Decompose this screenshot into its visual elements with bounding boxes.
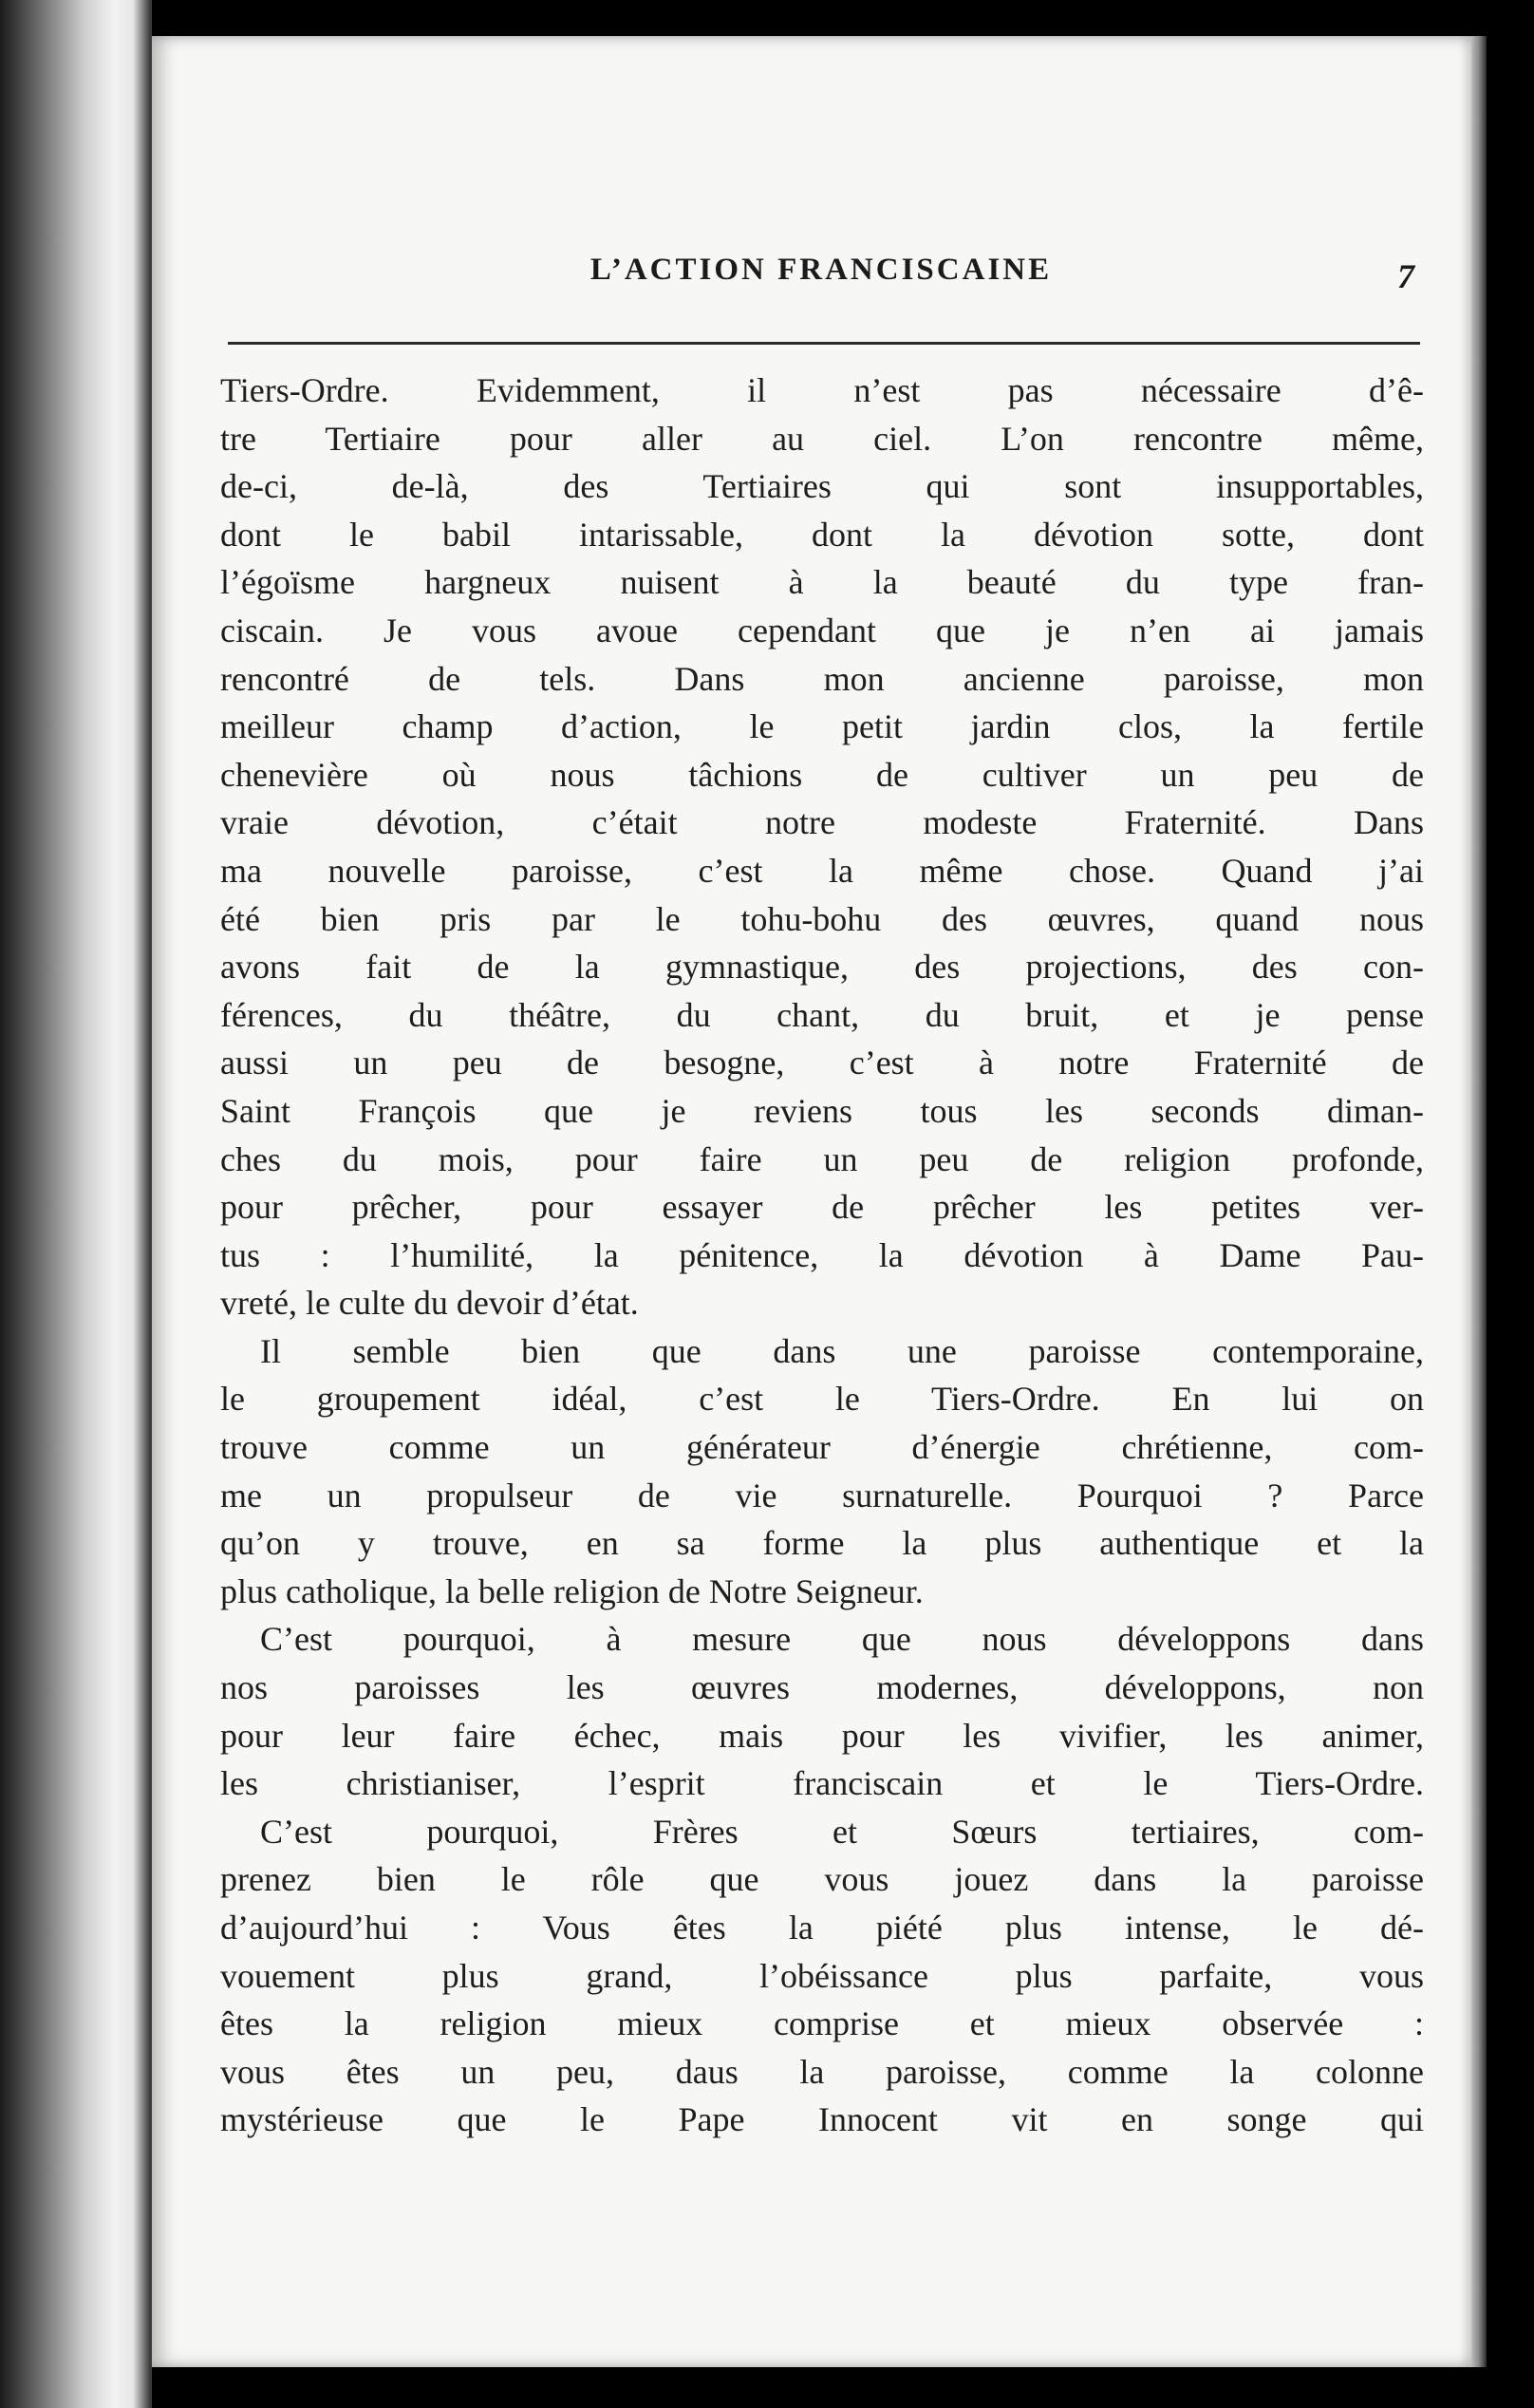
facing-page-edge [0, 0, 152, 2408]
page-stack-edge [1471, 36, 1487, 2367]
running-head [228, 253, 1414, 310]
text-line: ma nouvelle paroisse, c’est la même chose. Quand j’ai [220, 851, 1424, 890]
text-line: Tiers-Ordre. Evidemment, il n’est pas nécessaire d’ê- [220, 371, 1424, 409]
text-line: été bien pris par le tohu-bohu des œuvres, quand nous [220, 899, 1424, 938]
text-line: ches du mois, pour faire un peu de religion profonde, [220, 1139, 1424, 1178]
text-line: avons fait de la gymnastique, des projections, des con- [220, 948, 1424, 987]
text-line: pour prêcher, pour essayer de prêcher les petites ver- [220, 1188, 1424, 1227]
text-line: vouement plus grand, l’obéissance plus parfaite, vous [220, 1956, 1424, 1995]
text-line: tus : l’humilité, la pénitence, la dévotion à Dame Pau- [220, 1235, 1424, 1274]
text-line: l’égoïsme hargneux nuisent à la beauté du type fran- [220, 563, 1424, 602]
text-line: trouve comme un générateur d’énergie chrétienne, com- [220, 1428, 1424, 1467]
text-line: le groupement idéal, c’est le Tiers-Ordre. En lui on [220, 1380, 1424, 1419]
text-line: C’est pourquoi, Frères et Sœurs tertiaires, com- [260, 1812, 1424, 1851]
text-line: tre Tertiaire pour aller au ciel. L’on rencontre même, [220, 419, 1424, 458]
text-line: vreté, le culte du devoir d’état. [220, 1284, 639, 1323]
text-line: me un propulseur de vie surnaturelle. Pourquoi ? Parce [220, 1476, 1424, 1514]
text-line: férences, du théâtre, du chant, du bruit, et je pense [220, 995, 1424, 1034]
book-page [152, 36, 1471, 2367]
header-rule [228, 342, 1420, 345]
text-line: prenez bien le rôle que vous jouez dans la paroisse [220, 1860, 1424, 1899]
text-line: Saint François que je reviens tous les seconds diman- [220, 1091, 1424, 1130]
text-line: chenevière où nous tâchions de cultiver un peu de [220, 755, 1424, 794]
text-line: rencontré de tels. Dans mon ancienne paroisse, mon [220, 659, 1424, 698]
text-line: meilleur champ d’action, le petit jardin clos, la fertile [220, 707, 1424, 746]
text-line: vous êtes un peu, daus la paroisse, comme la colonne [220, 2052, 1424, 2091]
text-line: qu’on y trouve, en sa forme la plus authentique et la [220, 1524, 1424, 1563]
text-line: ciscain. Je vous avoue cependant que je n’en ai jamais [220, 611, 1424, 649]
text-line: C’est pourquoi, à mesure que nous développons dans [260, 1620, 1424, 1659]
text-line: dont le babil intarissable, dont la dévotion sotte, dont [220, 515, 1424, 554]
text-line: pour leur faire échec, mais pour les vivifier, les animer, [220, 1716, 1424, 1755]
text-line: d’aujourd’hui : Vous êtes la piété plus intense, le dé- [220, 1909, 1424, 1947]
text-line: de-ci, de-là, des Tertiaires qui sont insupportables, [220, 467, 1424, 506]
text-line: Il semble bien que dans une paroisse contemporaine, [260, 1331, 1424, 1370]
text-line: vraie dévotion, c’était notre modeste Fraternité. Dans [220, 803, 1424, 842]
text-line: plus catholique, la belle religion de Notre Seigneur. [220, 1571, 924, 1610]
body-text [220, 367, 1424, 2144]
running-head-title: L’ACTION FRANCISCAINE [589, 253, 1053, 287]
text-line: nos paroisses les œuvres modernes, développons, non [220, 1668, 1424, 1707]
text-line: êtes la religion mieux comprise et mieux observée : [220, 2004, 1424, 2043]
text-line: mystérieuse que le Pape Innocent vit en songe qui [220, 2100, 1424, 2139]
page-number: 7 [1397, 257, 1414, 295]
text-line: aussi un peu de besogne, c’est à notre Fraternité de [220, 1044, 1424, 1082]
text-line: les christianiser, l’esprit franciscain et le Tiers-Ordre. [220, 1764, 1424, 1803]
